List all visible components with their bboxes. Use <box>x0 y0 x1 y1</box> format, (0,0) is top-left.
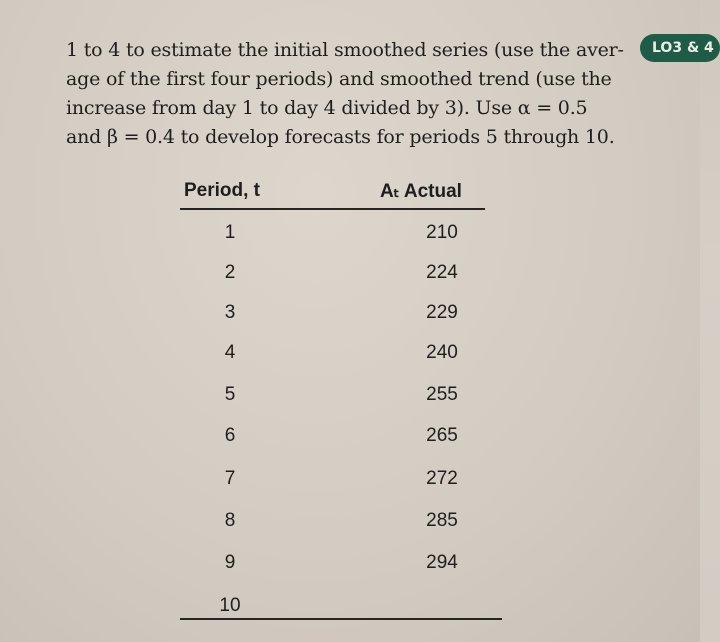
period-cell: 10 <box>219 595 241 616</box>
actual-cell: 229 <box>426 302 458 323</box>
period-cell: 4 <box>224 342 236 363</box>
column-header-period: Period, t <box>184 180 261 201</box>
period-cell: 2 <box>224 262 236 283</box>
table-row <box>180 384 502 426</box>
paragraph-line: and β = 0.4 to develop forecasts for periods 5 through 10. <box>66 126 615 148</box>
table-row <box>180 468 502 510</box>
actual-cell: 294 <box>426 552 458 573</box>
period-cell: 8 <box>224 510 236 531</box>
table-row <box>180 552 502 594</box>
period-cell: 9 <box>224 552 236 573</box>
table-row <box>180 425 502 467</box>
table-row <box>180 302 502 344</box>
period-cell: 1 <box>224 222 236 243</box>
actual-cell: 272 <box>426 468 458 489</box>
column-header-actual: Aₜ Actual <box>380 181 462 202</box>
table-row <box>180 262 502 304</box>
actual-cell: 240 <box>426 342 458 363</box>
period-cell: 6 <box>224 425 236 446</box>
actual-cell: 265 <box>426 425 458 446</box>
table-row <box>180 222 502 264</box>
learning-objective-badge: LO3 & 4 <box>640 34 720 62</box>
period-cell: 7 <box>224 468 236 489</box>
table-row <box>180 510 502 552</box>
actual-cell: 224 <box>426 262 458 283</box>
table-row <box>180 342 502 384</box>
period-cell: 3 <box>224 302 236 323</box>
actual-cell: 285 <box>426 510 458 531</box>
actual-cell: 255 <box>426 384 458 405</box>
period-cell: 5 <box>224 384 236 405</box>
paragraph-line: 1 to 4 to estimate the initial smoothed series (use the aver- <box>66 39 624 61</box>
paragraph-line: age of the first four periods) and smoothed trend (use the <box>66 68 612 90</box>
table-row <box>180 595 502 637</box>
header-rule <box>180 208 485 210</box>
paragraph-line: increase from day 1 to day 4 divided by 3). Use α = 0.5 <box>66 97 588 119</box>
problem-paragraph <box>66 36 636 152</box>
actual-cell: 210 <box>426 222 458 243</box>
table-bottom-rule <box>180 618 502 620</box>
